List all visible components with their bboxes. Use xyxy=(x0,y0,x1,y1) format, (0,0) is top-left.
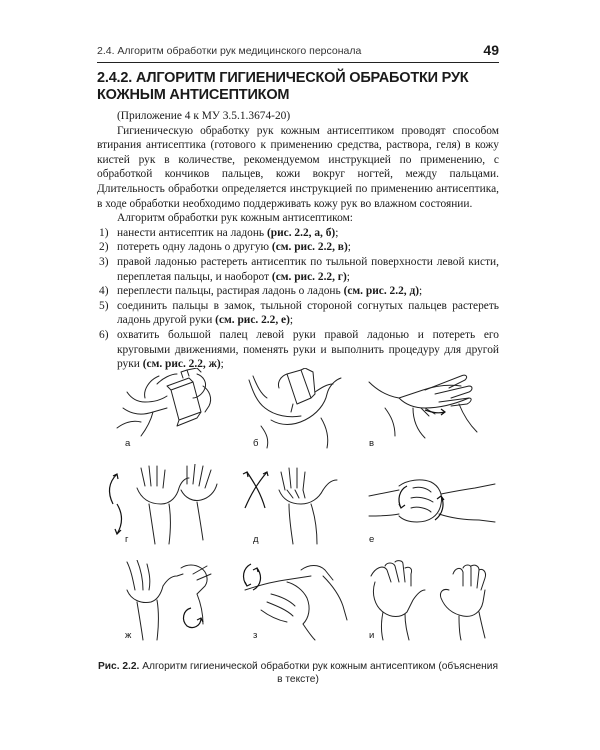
list-item xyxy=(97,226,499,241)
figure-d xyxy=(97,464,231,560)
figure-label: е xyxy=(369,534,375,545)
step-number: 3) xyxy=(99,255,109,268)
appendix-note: (Приложение 4 к МУ 3.5.1.3674-20) xyxy=(117,110,291,122)
caption-prefix: Рис. 2.2. xyxy=(97,661,140,672)
step-number: 5) xyxy=(99,299,109,312)
figure-b xyxy=(231,368,365,464)
hand-pour-illustration xyxy=(231,368,365,450)
figure-e xyxy=(231,464,365,560)
figure-label: б xyxy=(253,438,259,449)
figure-i xyxy=(365,560,499,656)
figure-a xyxy=(97,368,231,464)
step-text: охватить большой палец левой руки правой ладонью и потереть его круговыми движениями, поменять руки и выполнить процедуру для другой руки xyxy=(117,328,499,371)
steps-list xyxy=(97,226,499,372)
list-item xyxy=(97,328,499,372)
figure-label: а xyxy=(125,438,131,449)
running-title: 2.4. Алгоритм обработки рук медицинского персонала xyxy=(97,45,362,57)
list-item xyxy=(97,284,499,299)
list-item xyxy=(97,240,499,255)
step-figure-ref: (см. рис. 2.2, ж) xyxy=(142,358,221,371)
figure-g xyxy=(97,560,231,656)
figure-label: в xyxy=(369,438,375,449)
hands-palm-to-palm-illustration xyxy=(365,368,499,450)
section-title xyxy=(97,70,507,104)
step-figure-ref: (рис. 2.2, а, б) xyxy=(266,226,336,239)
step-figure-ref: (см. рис. 2.2, д) xyxy=(343,285,420,298)
figure-f xyxy=(365,464,499,560)
step-number: 4) xyxy=(99,285,109,298)
step-end: ; xyxy=(220,358,224,371)
step-figure-ref: (см. рис. 2.2, е) xyxy=(215,314,290,327)
list-intro: Алгоритм обработки рук кожным антисептиком: xyxy=(117,212,353,225)
step-number: 6) xyxy=(99,328,109,341)
figure-label: и xyxy=(369,630,375,641)
step-text: потереть одну ладонь о другую xyxy=(117,241,272,254)
figure-label: з xyxy=(253,630,258,641)
paragraph-1: Гигиеническую обработку рук кожным антисептиком проводят способом втирания антисептика (готового к применению средства, раствора, геля) в кожу кистей рук в количестве, рекомендуемом инструкцией по применению, с обработкой кончиков пальцев, кожи вокруг ногтей, между пальцами. Длительность обработки определяется инструкцией по применению антисептика, в ходе обработки необходимо поддерживать кожу рук во влажном состоянии. xyxy=(97,124,499,210)
section-title-line-2: КОЖНЫМ АНТИСЕПТИКОМ xyxy=(97,87,290,103)
hands-back-rub-illustration xyxy=(97,464,231,546)
step-text: переплести пальцы, растирая ладонь о ладонь xyxy=(117,285,344,298)
step-end: ; xyxy=(335,226,339,239)
step-end: ; xyxy=(289,314,294,327)
step-number: 2) xyxy=(99,241,109,254)
step-end: ; xyxy=(347,241,351,254)
section-title-line-1: 2.4.2. АЛГОРИТМ ГИГИЕНИЧЕСКОЙ ОБРАБОТКИ РУК xyxy=(97,70,469,86)
step-number: 1) xyxy=(99,226,109,239)
body-text xyxy=(97,109,499,372)
figure-caption xyxy=(97,661,499,686)
step-text: правой ладонью растереть антисептик по тыльной поверхности левой кисти, переплетая пальцы, и наоборот xyxy=(117,255,499,283)
list-item xyxy=(97,299,499,328)
figure-grid xyxy=(97,368,499,658)
hand-dispenser-illustration xyxy=(97,368,231,450)
list-item xyxy=(97,255,499,284)
figure-label: ж xyxy=(125,630,132,641)
step-text: нанести антисептик на ладонь xyxy=(117,226,267,239)
hand-thumb-rub-illustration xyxy=(97,560,231,642)
hand-fingertips-rub-illustration xyxy=(231,560,365,642)
hands-interlaced-illustration xyxy=(231,464,365,546)
figure-c xyxy=(365,368,499,464)
step-end: ; xyxy=(419,285,423,298)
step-figure-ref: (см. рис. 2.2, г) xyxy=(271,270,347,283)
figure-h xyxy=(231,560,365,656)
running-header xyxy=(97,44,499,60)
step-text: соединить пальцы в замок, тыльной стороной согнутых пальцев растереть ладонь другой руки xyxy=(117,299,499,327)
hands-locked-fingers-illustration xyxy=(365,464,499,546)
header-rule xyxy=(97,62,499,63)
hands-open-palms-illustration xyxy=(365,560,499,642)
figure-label: д xyxy=(253,534,259,545)
page-number: 49 xyxy=(483,42,499,58)
step-figure-ref: (см. рис. 2.2, в) xyxy=(271,241,348,254)
figure-label: г xyxy=(125,534,129,545)
step-end: ; xyxy=(346,270,350,283)
caption-text: Алгоритм гигиенической обработки рук кожным антисептиком (объяснения в тексте) xyxy=(139,661,498,685)
